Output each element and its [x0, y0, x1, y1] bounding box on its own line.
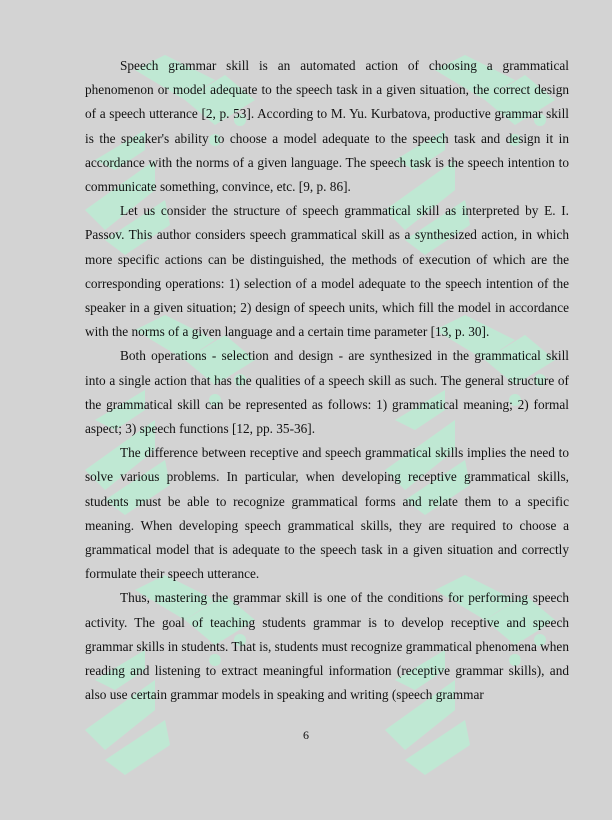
paragraph-operations-synthesis: Both operations - selection and design - are synthesized in the grammatical skill into a single action that has the qualities of a speech skill as such. The general structure of the grammatical skill can be represented as follows: 1) grammatical meaning; 2) formal aspect; 3) speech functions [12, pp. 35-36]. [85, 348, 569, 437]
paragraph-receptive-vs-speech: The difference between receptive and speech grammatical skills implies the need to solve various problems. In particular, when developing receptive grammatical skills, students must be able to recognize grammatical forms and relate them to a specific meaning. When developing speech grammatical skills, they are required to choose a grammatical model that is adequate to the speech task in a given situation and correctly formulate their speech utterance. [85, 445, 569, 582]
paragraph-passov-structure: Let us consider the structure of speech grammatical skill as interpreted by E. I. Passov. This author considers speech grammatical skill as a synthesized action, in which more specific actions can be distinguished, the methods of execution of which are the corresponding operations: 1) selection of a model adequate to the speech intention of the speaker in a given situation; 2) design of speech units, which fill the model in accordance with the norms of a given language and a certain time parameter [13, p. 30]. [85, 203, 569, 340]
paragraph-mastering-grammar: Thus, mastering the grammar skill is one of the conditions for performing speech activity. The goal of teaching students grammar is to develop receptive and speech grammar skills in students. That is, students must recognize grammatical phenomena when reading and listening to extract meaningful information (receptive grammar skills), and also use certain grammar models in speaking and writing (speech grammar [85, 590, 569, 703]
page-number: 6 [303, 728, 309, 742]
document-body [85, 54, 569, 707]
paragraph-speech-grammar-skill: Speech grammar skill is an automated action of choosing a grammatical phenomenon or model adequate to the speech task in a given situation, the correct design of a speech utterance [2, p. 53]. According to M. Yu. Kurbatova, productive grammar skill is the speaker's ability to choose a model adequate to the speech task and design it in accordance with the norms of a given language. The speech task is the speech intention to communicate something, convince, etc. [9, p. 86]. [85, 58, 569, 195]
